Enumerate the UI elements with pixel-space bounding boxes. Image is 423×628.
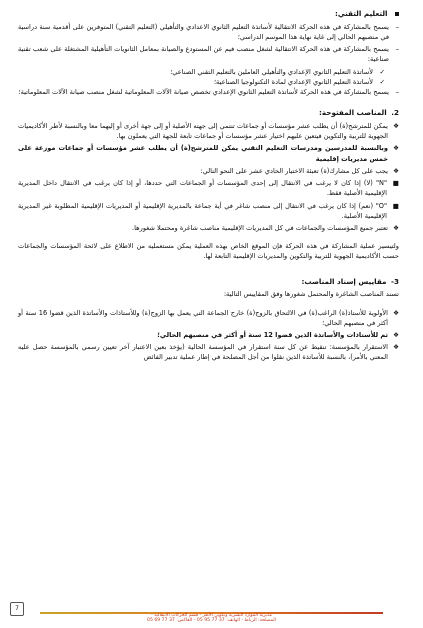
bullet-mark-icon: ✓ xyxy=(379,77,385,86)
option-n-text: "N" (لا) إذا كان لا يرغب في الانتقال إلى إحدى المؤسسات أو الجماعات التي حددها، أو إذا كان يرغب في الانتقال داخل المديرية الإقليمية الأصلية فقط. xyxy=(18,179,387,198)
footer-line-1: مديرية الموارد البشرية وتكوين الأطر - قسم الحركات الانتقالية - xyxy=(151,612,272,618)
bullet-icon: ❖ xyxy=(393,223,399,232)
section-open-heading xyxy=(18,108,399,118)
criteria-item-2-text: ثم للأستاذات والأساتذة الذين قضوا 12 سنة أو أكثر في منصبهم الحالي؛ xyxy=(157,330,388,339)
footer-text xyxy=(40,613,383,624)
open-para-5: ولتيسير عملية المشاركة في هذه الحركة فإن الموقع الخاص بهذه العملية يمكن مستعمليه من الاطلاع على لائحة المؤسسات والجماعات حسب الأكاديمية الجهوية للتربية والتكوين والمديريات الإقليمية التابعة لها. xyxy=(18,242,399,261)
section-criteria-number: 3- xyxy=(391,276,399,286)
criteria-item-2 xyxy=(18,330,399,340)
criteria-item-3-text: الاستقرار بالمؤسسة: تنقيط عن كل سنة استقرار في المؤسسة الحالية (يؤخذ بعين الاعتبار آخر تعيين رسمي بالمؤسسة حصل عليه المعني بالأمر)، بالنسبة للأساتذة الذين نقلوا من أجل المصلحة في إطار عملية تدبير الفائض xyxy=(18,343,388,362)
option-o xyxy=(18,201,399,221)
open-para-2 xyxy=(18,143,399,163)
option-n xyxy=(18,178,399,198)
bullet-icon: ❖ xyxy=(393,343,399,352)
option-o-text: "O" (نعم) إذا كان يرغب في الانتقال إلى منصب شاغر في أية جماعة بالمديرية الإقليمية أو المديريات الإقليمية المطلوبة غير المديرية الإقليمية الأصلية. xyxy=(18,201,387,220)
tech-subitem-1-text: لأساتذة التعليم الثانوي الإعدادي والتأهيلي العاملين بالتعليم التقني الصناعي؛ xyxy=(170,67,373,76)
tech-item-2: – يسمح بالمشاركة في هذه الحركة الانتقالية لشغل منصب فيم عن المستودع والصيانة بمعامل الثانويات التأهيلية المشتغلة على شعب تقنية صناعية: xyxy=(18,44,399,64)
section-open-title: المناصب المفتوحة: xyxy=(319,108,387,118)
square-bullet-icon xyxy=(395,12,399,16)
tech-subitem-2 xyxy=(18,77,399,87)
square-bullet-icon: ■ xyxy=(392,201,399,210)
criteria-item-3 xyxy=(18,342,399,362)
bullet-icon: ❖ xyxy=(393,144,399,153)
criteria-item-1 xyxy=(18,308,399,328)
open-para-3-text: يجب على كل مشارك(ة) تعبئة الاختيار الحادي عشر على النحو التالي: xyxy=(200,166,388,175)
section-open-number: 2. xyxy=(391,108,399,118)
tech-item-1: – يسمح بالمشاركة في هذه الحركة الانتقالية لأساتذة التعليم الثانوي الاعدادي والتأهيلي (التعليم التقني) المتوفرين على أقدمية سنة دراسية في منصبهم الحالي إلى غاية نهاية هذا الموسم الدراسي؛ xyxy=(18,22,399,42)
section-criteria-heading xyxy=(18,277,399,287)
open-para-2-text: وبالنسبة للمدرسين ومدرسات التعليم التقني يمكن للمترشح(ة) أن يطلب عشر مؤسسات أو جماعات موزعة على خمس مديريات إقليمية xyxy=(18,144,388,163)
bullet-mark-icon: ✓ xyxy=(379,67,385,76)
open-para-1 xyxy=(18,121,399,141)
tech-subitem-2-text: لأساتذة التعليم الثانوي الإعدادي لمادة التكنولوجيا الصناعية؛ xyxy=(213,77,373,86)
tech-subitem-1 xyxy=(18,67,399,77)
bullet-icon: ❖ xyxy=(393,308,399,317)
page-footer xyxy=(0,602,423,624)
bullet-icon: ❖ xyxy=(393,121,399,130)
footer-line-2: المصلحة: الرباط - الهاتف: 37 77 95 05 - الفاكس: 37 77 69 05 xyxy=(147,618,276,624)
page-number: 7 xyxy=(10,602,24,616)
open-para-4-text: تعتبر جميع المؤسسات والجماعات في كل المديريات الإقليمية مناصب شاغرة ومحتملا شغورها. xyxy=(132,223,388,232)
bullet-icon: ❖ xyxy=(393,330,399,339)
square-bullet-icon: ■ xyxy=(392,179,399,188)
bullet-icon: ❖ xyxy=(393,166,399,175)
open-para-3 xyxy=(18,166,399,176)
tech-item-3: – يسمح بالمشاركة في هذه الحركة لأساتذة التعليم الثانوي الإعدادي تخصص صيانة الآلات المعلوماتية لشغل منصب صيانة الآلات المعلوماتية؛ xyxy=(18,87,399,97)
section-tech-title: التعليم التقني: xyxy=(334,9,388,18)
criteria-item-1-text: الأولوية للأستاذ(ة) الراغب(ة) في الالتحاق بالزوج(ة) خارج الجماعة التي يعمل بها الزوج(ة) وللأستاذات والأساتذة الذين قضوا 16 سنة أو أكثر في منصبهم الحالي؛ xyxy=(18,308,388,327)
section-criteria-title: مقاييس إسناد المناصب: xyxy=(301,276,387,286)
open-para-1-text: يمكن للمترشح(ة) أن يطلب عشر مؤسسات أو جماعات تنتمي إلى جهته الأصلية أو إلى جهة أخرى أو إليهما معا وبالنسبة لأطر الأكاديميات الجهوية للتربية والتكوين فيتعين عليهم اختيار عشر مؤسسات أو جماعات تابعة للجهة التي يعملون بها. xyxy=(18,121,388,141)
open-para-4 xyxy=(18,223,399,233)
section-tech-heading xyxy=(18,9,399,19)
criteria-intro: تسند المناصب الشاغرة والمحتمل شغورها وفق المقاييس التالية: xyxy=(223,290,399,299)
